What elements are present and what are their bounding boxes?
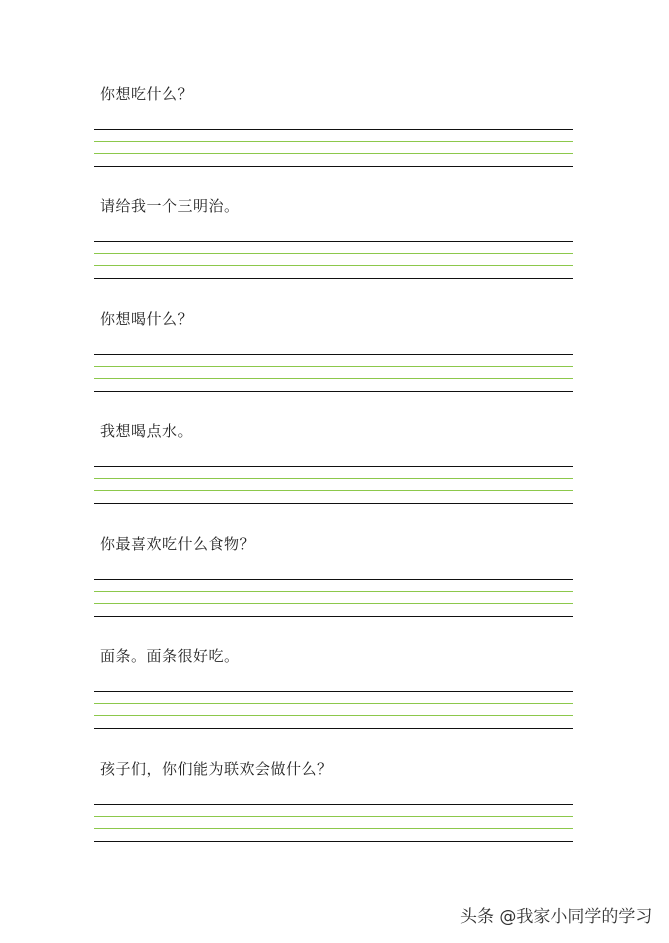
guide-rule xyxy=(94,603,573,604)
guide-rule xyxy=(94,591,573,592)
guide-rule xyxy=(94,715,573,716)
top-rule xyxy=(94,804,573,805)
exercise-item-1 xyxy=(0,85,669,209)
prompt-sentence: 请给我一个三明治。 xyxy=(100,197,240,215)
guide-rule xyxy=(94,816,573,817)
top-rule xyxy=(94,691,573,692)
base-rule xyxy=(94,166,573,167)
writing-lines[interactable] xyxy=(94,129,573,169)
guide-rule xyxy=(94,153,573,154)
guide-rule xyxy=(94,703,573,704)
exercise-item-3 xyxy=(0,310,669,434)
writing-lines[interactable] xyxy=(94,354,573,394)
base-rule xyxy=(94,278,573,279)
writing-lines[interactable] xyxy=(94,241,573,281)
base-rule xyxy=(94,391,573,392)
prompt-sentence: 你想吃什么？ xyxy=(100,85,194,103)
top-rule xyxy=(94,129,573,130)
guide-rule xyxy=(94,265,573,266)
prompt-sentence: 你想喝什么？ xyxy=(100,310,194,328)
guide-rule xyxy=(94,366,573,367)
guide-rule xyxy=(94,490,573,491)
prompt-sentence: 我想喝点水。 xyxy=(100,422,194,440)
base-rule xyxy=(94,728,573,729)
guide-rule xyxy=(94,378,573,379)
top-rule xyxy=(94,466,573,467)
base-rule xyxy=(94,503,573,504)
guide-rule xyxy=(94,141,573,142)
top-rule xyxy=(94,579,573,580)
exercise-item-2 xyxy=(0,197,669,321)
writing-lines[interactable] xyxy=(94,804,573,844)
writing-lines[interactable] xyxy=(94,691,573,731)
exercise-item-6 xyxy=(0,647,669,771)
base-rule xyxy=(94,841,573,842)
guide-rule xyxy=(94,253,573,254)
top-rule xyxy=(94,241,573,242)
guide-rule xyxy=(94,828,573,829)
top-rule xyxy=(94,354,573,355)
prompt-sentence: 面条。面条很好吃。 xyxy=(100,647,240,665)
prompt-sentence: 你最喜欢吃什么食物？ xyxy=(100,535,256,553)
base-rule xyxy=(94,616,573,617)
watermark-text: 头条 @我家小同学的学习 xyxy=(460,907,653,927)
guide-rule xyxy=(94,478,573,479)
exercise-item-5 xyxy=(0,535,669,659)
writing-lines[interactable] xyxy=(94,579,573,619)
writing-lines[interactable] xyxy=(94,466,573,506)
exercise-item-7 xyxy=(0,760,669,884)
exercise-item-4 xyxy=(0,422,669,546)
prompt-sentence: 孩子们，你们能为联欢会做什么？ xyxy=(100,760,333,778)
